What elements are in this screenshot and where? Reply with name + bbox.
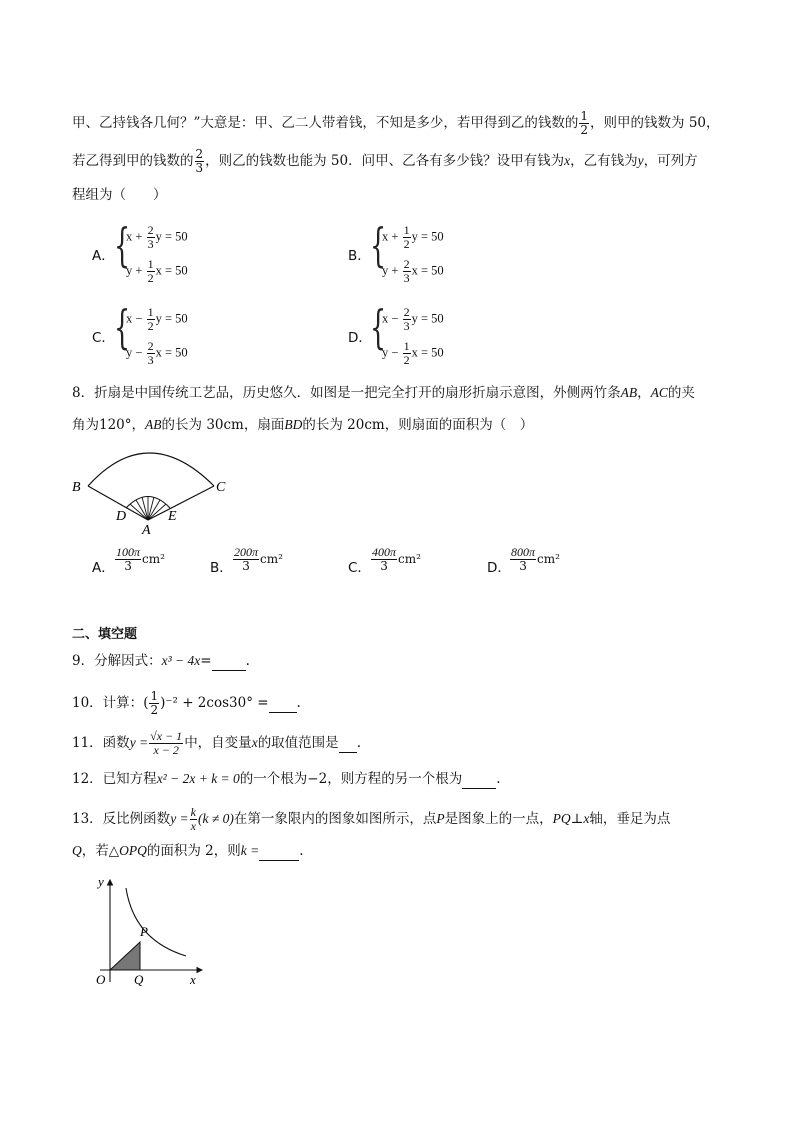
hyperbola-curve bbox=[126, 888, 186, 956]
label-e: E bbox=[168, 509, 177, 524]
fraction-one-half: $\frac{1}{2}$ bbox=[580, 109, 589, 137]
q11: 11．函数y = $\frac{√x - 1}{x - 2}$ 中，自变量x的取值范围是 . bbox=[72, 729, 361, 757]
label-b: B bbox=[72, 480, 81, 495]
answer-blank[interactable] bbox=[339, 734, 357, 753]
q13-line1: 13．反比例函数y = $\frac{k}{x}$ (k ≠ 0)在第一象限内的图象如图所示，点P是图象上的一点，PQ⊥x轴，垂足为点 bbox=[72, 805, 671, 833]
label-o: O bbox=[96, 972, 106, 987]
q7-line3: 程组为（ ） bbox=[72, 187, 167, 203]
q8-line1: 8．折扇是中国传统工艺品，历史悠久．如图是一把完全打开的扇形折扇示意图，外侧两竹条AB，AC的夹 bbox=[72, 385, 695, 401]
q13-line2: Q，若△OPQ的面积为 2，则k = . bbox=[72, 843, 304, 859]
label-q: Q bbox=[134, 972, 144, 987]
answer-blank[interactable] bbox=[212, 652, 246, 671]
fan-figure bbox=[66, 440, 246, 540]
q12: 12．已知方程x² − 2x + k = 0的一个根为−2，则方程的另一个根为 . bbox=[72, 771, 501, 787]
q10: 10．计算：( $\frac{1}{2}$ )⁻² + 2cos30° = . bbox=[72, 689, 301, 717]
fan-inner-ribs bbox=[130, 496, 166, 520]
label-c: C bbox=[216, 480, 226, 495]
answer-blank[interactable] bbox=[259, 842, 299, 861]
fan-outer-arc bbox=[88, 453, 214, 486]
q7-line2: 若乙得到甲的钱数的 $\frac{2}{3}$ ，则乙的钱数也能为 50．问甲、乙各有多少钱？设甲有钱为x，乙有钱为y，可列方 bbox=[72, 147, 698, 175]
answer-blank[interactable] bbox=[462, 770, 496, 789]
q7-line1: 甲、乙持钱各几何？”大意是：甲、乙二人带着钱，不知是多少，若甲得到乙的钱数的 $\frac{1}{2}$ ，则甲的钱数为 50， bbox=[72, 109, 720, 137]
inverse-function-figure bbox=[90, 870, 210, 988]
label-p: P bbox=[140, 924, 148, 939]
answer-blank[interactable] bbox=[269, 694, 297, 713]
label-y: y bbox=[98, 874, 104, 889]
q9: 9．分解因式：x³ − 4x= . bbox=[72, 653, 250, 669]
triangle-opq bbox=[110, 942, 140, 970]
label-a: A bbox=[142, 523, 151, 538]
section-title: 二、填空题 bbox=[72, 627, 138, 642]
q8-line2: 角为120°，AB的长为 30cm，扇面BD的长为 20cm，则扇面的面积为（ ） bbox=[72, 417, 534, 433]
label-x: x bbox=[190, 972, 196, 987]
fraction-two-thirds: $\frac{2}{3}$ bbox=[195, 147, 204, 175]
label-d: D bbox=[116, 509, 127, 524]
